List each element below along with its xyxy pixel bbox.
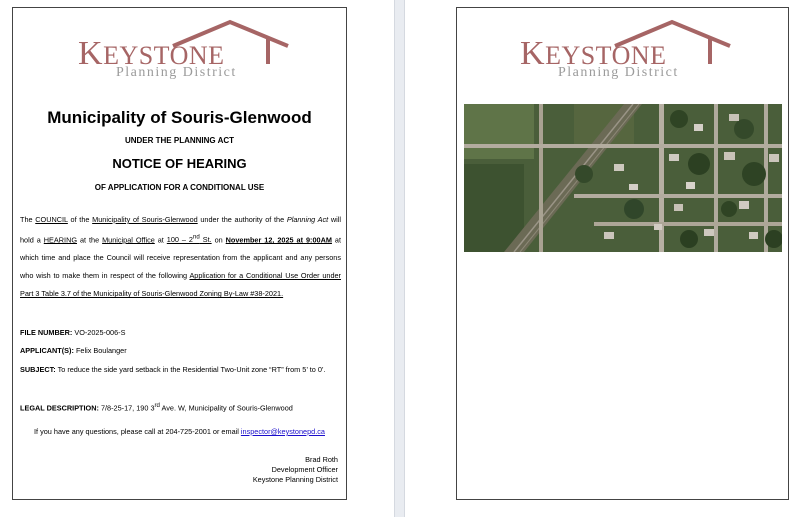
signatory-name: Brad Roth	[305, 455, 338, 464]
logo-subtitle: Planning District	[558, 65, 679, 80]
council-text: COUNCIL	[35, 215, 68, 224]
subject: SUBJECT: To reduce the side yard setback in the Residential Two-Unit zone “RT” from 5’ to 0’.	[20, 365, 326, 374]
document-page-2	[456, 7, 789, 500]
logo-wordmark: KEYSTONE	[78, 35, 225, 72]
logo-subtitle: Planning District	[116, 65, 237, 80]
municipality-title: Municipality of Souris-Glenwood	[47, 108, 312, 127]
application-reference: Application for a Conditional Use Order under Part 3 Table 3.7 of the Municipality of Souris-Glenwood Zoning By-Law #38-2021.	[20, 271, 341, 299]
document-page-1	[12, 7, 347, 500]
signature-block	[253, 455, 338, 485]
keystone-logo	[520, 16, 760, 86]
hearing-date: November 12, 2025 at 9:00AM	[225, 235, 332, 245]
aerial-site-map	[464, 104, 782, 252]
signatory-title: Development Officer	[271, 465, 338, 474]
logo-wordmark: KEYSTONE	[520, 35, 667, 72]
contact-line: If you have any questions, please call at 204-725-2001 or email inspector@keystonepd.ca	[34, 427, 325, 436]
signatory-org: Keystone Planning District	[252, 475, 338, 484]
email-link[interactable]: inspector@keystonepd.ca	[240, 427, 325, 436]
page-gap-divider	[394, 0, 405, 517]
notice-heading: NOTICE OF HEARING	[112, 156, 247, 171]
notice-subheading: OF APPLICATION FOR A CONDITIONAL USE	[94, 183, 265, 192]
applicant: APPLICANT(S): Felix Boulanger	[20, 346, 127, 355]
file-number: FILE NUMBER: VO-2025-006-S	[20, 328, 126, 337]
act-line: UNDER THE PLANNING ACT	[124, 136, 235, 145]
notice-paragraph: The COUNCIL of the Municipality of Souris-Glenwood under the authority of the Planning Act will hold a HEARING at the Municipal Office at 100 – 2nd St. on November 12, 2025 at 9:00AM at which time and place the Council will receive representation from the applicant and any persons who wish to make them in respect of the following Application for a Conditional Use Order under Part 3 Table 3.7 of the Municipality of Souris-Glenwood Zoning By-Law #38-2021.	[20, 215, 342, 299]
legal-description: LEGAL DESCRIPTION: 7/8-25-17, 190 3rd Ave. W, Municipality of Souris-Glenwood	[20, 402, 293, 413]
keystone-logo	[78, 16, 318, 86]
